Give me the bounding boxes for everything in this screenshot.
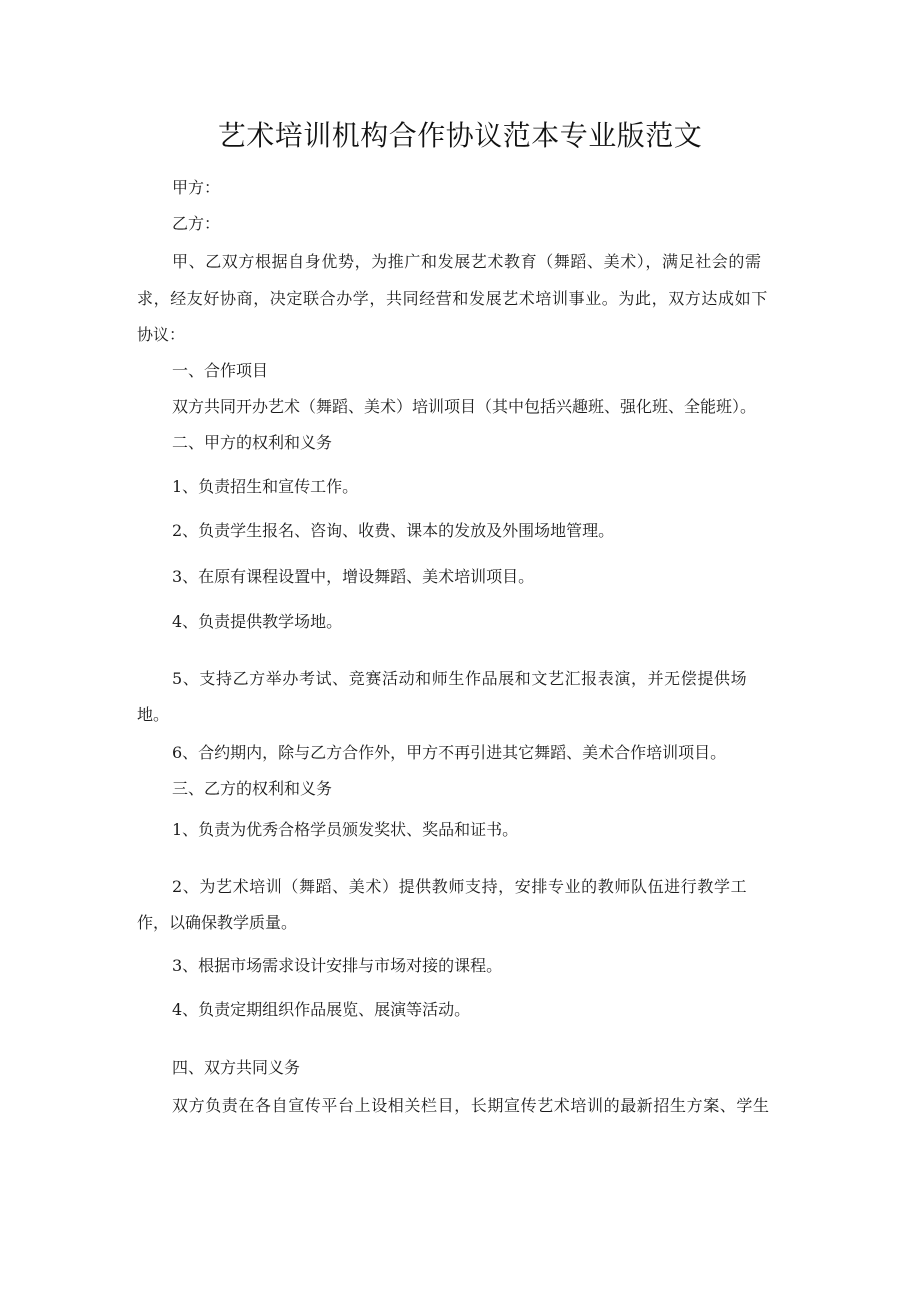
intro-paragraph-line: 求，经友好协商，决定联合办学，共同经营和发展艺术培训事业。为此，双方达成如下 xyxy=(137,289,768,308)
party-b-label: 乙方： xyxy=(172,214,221,233)
list-item-continuation: 地。 xyxy=(137,705,170,724)
list-item: 1、负责为优秀合格学员颁发奖状、奖品和证书。 xyxy=(172,820,519,839)
list-item: 4、负责定期组织作品展览、展演等活动。 xyxy=(172,1000,471,1019)
intro-paragraph-line: 协议： xyxy=(137,325,186,344)
list-item: 2、负责学生报名、咨询、收费、课本的发放及外围场地管理。 xyxy=(172,521,615,540)
document-title: 艺术培训机构合作协议范本专业版范文 xyxy=(217,119,703,152)
section-heading: 二、甲方的权利和义务 xyxy=(172,433,333,452)
list-item: 5、支持乙方举办考试、竞赛活动和师生作品展和文艺汇报表演，并无偿提供场 xyxy=(172,669,748,688)
list-item: 3、在原有课程设置中，增设舞蹈、美术培训项目。 xyxy=(172,567,535,586)
list-item: 2、为艺术培训（舞蹈、美术）提供教师支持，安排专业的教师队伍进行教学工 xyxy=(172,877,748,896)
section-paragraph: 双方负责在各自宣传平台上设相关栏目，长期宣传艺术培训的最新招生方案、学生 xyxy=(172,1096,770,1115)
list-item: 1、负责招生和宣传工作。 xyxy=(172,477,359,496)
section-paragraph: 双方共同开办艺术（舞蹈、美术）培训项目（其中包括兴趣班、强化班、全能班）。 xyxy=(172,397,757,416)
list-item-continuation: 作，以确保教学质量。 xyxy=(137,913,298,932)
section-heading: 四、双方共同义务 xyxy=(172,1058,301,1077)
list-item: 4、负责提供教学场地。 xyxy=(172,612,343,631)
intro-paragraph-line: 甲、乙双方根据自身优势，为推广和发展艺术教育（舞蹈、美术），满足社会的需 xyxy=(172,252,762,271)
list-item: 3、根据市场需求设计安排与市场对接的课程。 xyxy=(172,956,503,975)
section-heading: 一、合作项目 xyxy=(172,361,269,380)
section-heading: 三、乙方的权利和义务 xyxy=(172,779,333,798)
party-a-label: 甲方： xyxy=(172,178,221,197)
list-item: 6、合约期内，除与乙方合作外，甲方不再引进其它舞蹈、美术合作培训项目。 xyxy=(172,743,727,762)
